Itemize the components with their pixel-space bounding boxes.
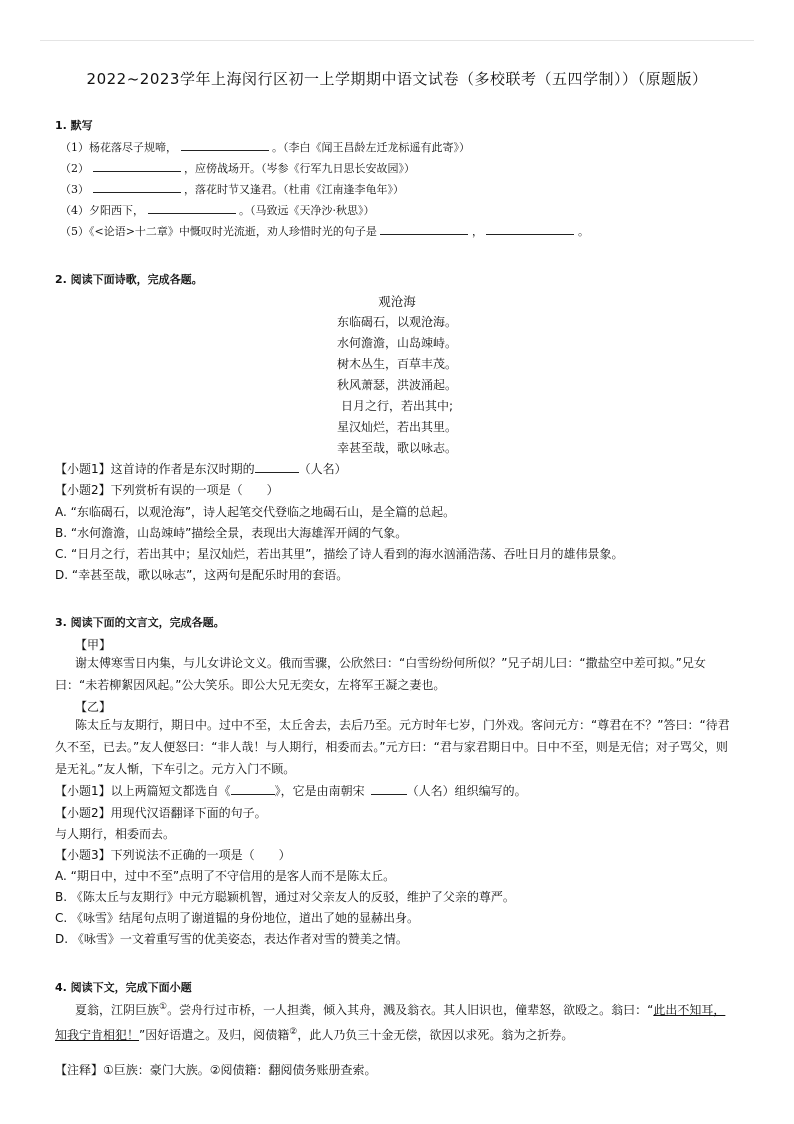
q1-item-2-text: （2） xyxy=(60,162,89,175)
q1-item-4-source: 。（马致远《天净沙·秋思》） xyxy=(239,204,375,217)
poem-line: 幸甚至哉，歌以咏志。 xyxy=(336,441,457,455)
q2-option-c[interactable]: C. “日月之行，若出其中；星汉灿烂，若出其里”，描绘了诗人看到的海水汹涌浩荡、吞吐日月的雄伟景象。 xyxy=(55,547,624,561)
q4-note-marker-1: ① xyxy=(159,1002,168,1012)
q3-option-d[interactable]: D. 《咏雪》一文着重写雪的优美姿态，表达作者对雪的赞美之情。 xyxy=(55,932,408,946)
q3-option-a[interactable]: A. “期日中，过中不至”点明了不守信用的是客人而不是陈太丘。 xyxy=(55,869,396,883)
poem-line: 东临碣石，以观沧海。 xyxy=(336,315,457,329)
q3-option-b[interactable]: B. 《陈太丘与友期行》中元方聪颖机智，通过对父亲友人的反驳，维护了父亲的尊严。 xyxy=(55,890,515,904)
q4-heading: 4. 阅读下文，完成下面小题 xyxy=(55,981,192,994)
q3-sub2: 【小题2】用现代汉语翻译下面的句子。 xyxy=(55,806,267,820)
page-title: 2022~2023学年上海闵行区初一上学期期中语文试卷（多校联考（五四学制））（原题版） xyxy=(86,70,708,88)
q1-blank-1[interactable] xyxy=(181,138,269,151)
q2-sub1-text: 【小题1】这首诗的作者是东汉时期的 xyxy=(55,462,255,476)
q4-note: 【注释】①巨族：豪门大族。②阅债籍：翻阅债务账册查索。 xyxy=(55,1063,377,1077)
q1-item-4-text: （4）夕阳西下， xyxy=(60,204,144,217)
q2-option-b[interactable]: B. “水何澹澹，山岛竦峙”描绘全景，表现出大海雄浑开阔的气象。 xyxy=(55,526,408,540)
q4-underlined-sentence: 此出不知耳，知我宁肯相犯！ xyxy=(55,1003,726,1042)
q2-heading: 2. 阅读下面诗歌，完成各题。 xyxy=(55,273,203,286)
q1-blank-5a[interactable] xyxy=(380,222,468,235)
q3-sub1-blank-2[interactable] xyxy=(371,782,407,795)
q3-option-c[interactable]: C. 《咏雪》结尾句点明了谢道韫的身份地位，道出了她的显赫出身。 xyxy=(55,911,420,925)
poem-line: 星汉灿烂，若出其里。 xyxy=(336,420,457,434)
q4-passage-2: 。尝舟行过市桥，一人担粪，倾入其舟，溅及翁衣。其人旧识也，僮辈怒，欲殴之。翁曰：“ xyxy=(167,1003,654,1017)
q3-sub3: 【小题3】下列说法不正确的一项是（ ） xyxy=(55,848,291,862)
q3-sub1-text-b: 》，它是由南朝宋 xyxy=(274,784,365,798)
q1-blank-5b[interactable] xyxy=(486,222,574,235)
q1-item-3-source: ，落花时节又逢君。（杜甫《江南逢李龟年》） xyxy=(184,183,404,196)
q1-item-3-text: （3） xyxy=(60,183,89,196)
q1-item-5 xyxy=(60,222,589,239)
q3-yi-text: 陈太丘与友期行，期日中。过中不至，太丘舍去，去后乃至。元方时年七岁，门外戏。客问元方：“尊君在不？”答曰：“待君久不至，已去。”友人便怒曰：“非人哉！与人期行，相委而去。”元方曰：“君与家君期日中。日中不至，则是无信；对子骂父，则是无礼。”友人惭，下车引之。元方入门不顾。 xyxy=(55,718,730,776)
q3-sub2-sentence: 与人期行，相委而去。 xyxy=(55,827,176,841)
poem-title: 观沧海 xyxy=(378,294,416,309)
q1-item-1 xyxy=(60,138,470,155)
q2-sub1-tail: （人名） xyxy=(298,462,347,476)
q4-passage xyxy=(55,996,737,1046)
q3-jia-text: 谢太傅寒雪日内集，与儿女讲论文义。俄而雪骤，公欣然曰：“白雪纷纷何所似？”兄子胡儿曰：“撒盐空中差可拟。”兄女曰：“未若柳絮因风起。”公大笑乐。即公大兄无奕女，左将军王凝之妻也。 xyxy=(55,656,706,692)
q1-blank-4[interactable] xyxy=(148,201,236,214)
q2-sub1-blank[interactable] xyxy=(255,460,299,473)
poem-line: 树木丛生，百草丰茂。 xyxy=(336,357,457,371)
poem-line: 秋风萧瑟，洪波涌起。 xyxy=(336,378,457,392)
header-rule xyxy=(40,40,754,41)
q2-option-a[interactable]: A. “东临碣石，以观沧海”，诗人起笔交代登临之地碣石山，是全篇的总起。 xyxy=(55,505,456,519)
q3-sub1-text-c: （人名）组织编写的。 xyxy=(406,784,527,798)
q3-sub1-text-a: 【小题1】以上两篇短文都选自《 xyxy=(55,784,231,798)
q3-sub1-blank-1[interactable] xyxy=(231,782,275,795)
q1-item-2 xyxy=(60,159,415,176)
q2-sub1 xyxy=(55,460,347,477)
q1-item-1-text: （1）杨花落尽子规啼， xyxy=(60,141,177,154)
q1-item-5-comma: ， xyxy=(471,225,483,238)
q1-blank-3[interactable] xyxy=(93,180,181,193)
q4-passage-4: ，此人乃负三十金无偿，欲因以求死。翁为之折券。 xyxy=(297,1028,574,1042)
q2-sub2: 【小题2】下列赏析有误的一项是（ ） xyxy=(55,483,279,497)
poem-line: 日月之行，若出其中; xyxy=(340,399,454,413)
q2-option-d[interactable]: D. “幸甚至哉，歌以咏志”，这两句是配乐时用的套语。 xyxy=(55,568,349,582)
q1-item-2-source: ，应傍战场开。（岑参《行军九日思长安故园》） xyxy=(184,162,415,175)
q1-item-4 xyxy=(60,201,375,218)
q3-yi-label: 【乙】 xyxy=(75,700,112,714)
q1-item-5-end: 。 xyxy=(577,225,589,238)
q1-item-1-source: 。（李白《闻王昌龄左迁龙标遥有此寄》） xyxy=(272,141,470,154)
q4-passage-3: ”因好语遣之。及归，阅债籍 xyxy=(139,1028,290,1042)
q3-sub1 xyxy=(55,782,527,799)
q4-note-marker-2: ② xyxy=(289,1027,298,1037)
q3-heading: 3. 阅读下面的文言文，完成各题。 xyxy=(55,616,225,629)
poem-line: 水何澹澹，山岛竦峙。 xyxy=(336,336,457,350)
q1-item-5-text: （5）《<论语>十二章》中慨叹时光流逝，劝人珍惜时光的句子是 xyxy=(60,225,377,238)
q1-item-3 xyxy=(60,180,404,197)
q1-blank-2[interactable] xyxy=(93,159,181,172)
q3-jia-label: 【甲】 xyxy=(75,638,112,652)
q1-heading: 1. 默写 xyxy=(55,119,93,132)
q4-passage-1: 夏翁，江阴巨族 xyxy=(75,1003,160,1017)
